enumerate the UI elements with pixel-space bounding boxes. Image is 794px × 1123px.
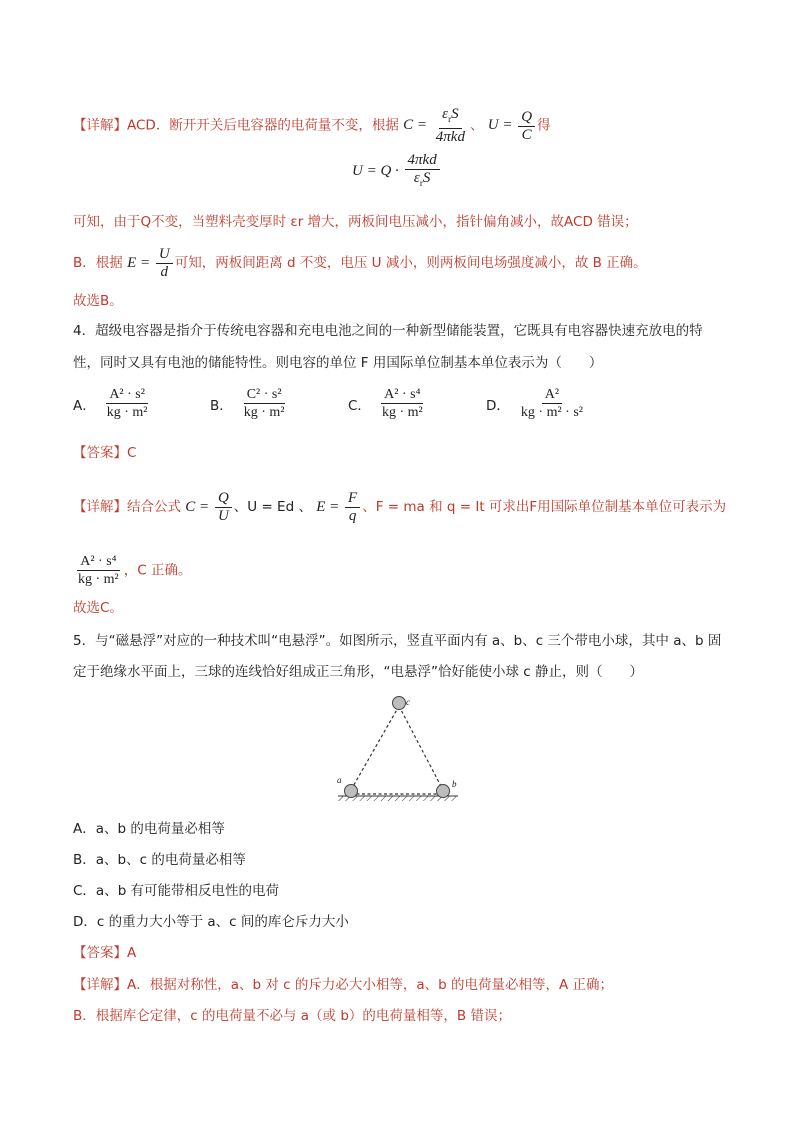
q4-detail-a: 结合公式	[127, 498, 181, 515]
formula-e-f-over-q: E = $\frac{F}{q}$	[316, 499, 362, 515]
q5-answer	[73, 944, 136, 962]
q5-detail-line1	[73, 976, 613, 994]
option-den: kg · m²	[106, 405, 148, 420]
answer-value: A	[127, 945, 137, 961]
option-label: B．	[210, 397, 233, 414]
q4-stem-line2: 性，同时又具有电池的储能特性。则电容的单位 F 用国际单位制基本单位表示为（ ）	[73, 355, 603, 371]
q4-option-c[interactable]	[348, 386, 428, 421]
q4-result-fraction	[75, 553, 122, 588]
label-c: c	[406, 697, 410, 707]
q5-option-b[interactable]: B．a、b、c 的电荷量必相等	[73, 852, 246, 868]
q5-detail-line2: B．根据库仑定律，c 的电荷量不必与 a（或 b）的电荷量相等，B 错误；	[73, 1008, 511, 1024]
option-label: C．	[348, 397, 371, 414]
q4-detail	[73, 490, 726, 525]
q3-detail-sep: 、	[469, 117, 484, 134]
option-label: A．	[73, 397, 96, 414]
q3-detail-line3-a: B．根据	[73, 254, 123, 271]
q5-option-d[interactable]: D．c 的重力大小等于 a、c 间的库仑斥力大小	[73, 914, 349, 930]
q3-detail-line3	[73, 246, 647, 281]
q4-result	[73, 553, 191, 588]
line-c-a	[351, 706, 399, 790]
q4-option-a[interactable]	[73, 386, 153, 421]
answer-value: C	[127, 445, 137, 461]
line-c-b	[399, 706, 443, 790]
detail-tag: 【详解】	[73, 498, 127, 515]
q5-option-a[interactable]: A．a、b 的电荷量必相等	[73, 821, 225, 837]
q4-detail-b: 、U = Ed 、	[233, 498, 312, 515]
q4-result-tail: ，C 正确。	[123, 562, 192, 579]
q5-stem-line1: 5．与“磁悬浮”对应的一种技术叫“电悬浮”。如图所示，竖直平面内有 a、b、c 三个带电小球，其中 a、b 固	[73, 633, 722, 649]
answer-tag: 【答案】	[73, 945, 127, 961]
option-den: kg · m²	[243, 405, 285, 420]
q3-detail-tail: 得	[537, 117, 551, 134]
q3-detail-line3-b: 可知，两板间距离 d 不变，电压 U 减小，则两板间电场强度减小，故 B 正确。	[174, 254, 647, 271]
option-num: A²	[542, 386, 562, 404]
option-num: A² · s²	[106, 386, 148, 404]
option-label: D．	[486, 397, 510, 414]
q3-detail-lead: ACD．断开开关后电容器的电荷量不变，根据	[127, 117, 399, 134]
option-num: A² · s⁴	[381, 386, 423, 404]
q5-option-c[interactable]: C．a、b 有可能带相反电性的电荷	[73, 883, 280, 899]
q4-option-d[interactable]	[486, 386, 588, 421]
q5-detail-text1: A．根据对称性，a、b 对 c 的斥力必大小相等，a、b 的电荷量必相等，A 正确；	[127, 977, 614, 993]
formula-u-def: U = $\frac{Q}{C}$	[488, 117, 537, 133]
q5-stem-line2: 定于绝缘水平面上，三球的连线恰好组成正三角形，“电悬浮”恰好能使小球 c 静止，则（ ）	[73, 664, 643, 680]
q4-answer	[73, 444, 136, 462]
result-num: A² · s⁴	[77, 553, 119, 571]
q4-detail-c: 、F = ma 和 q = It 可求出F用国际单位制基本单位可表示为	[362, 498, 727, 515]
formula-e-def: E = $\frac{U}{d}$	[127, 255, 175, 271]
q4-stem-line1: 4．超级电容器是指介于传统电容器和充电电池之间的一种新型储能装置，它既具有电容器快速充放电的特	[73, 323, 703, 339]
option-den: kg · m²	[381, 405, 423, 420]
ball-a	[345, 785, 358, 798]
triangle-diagram	[334, 692, 474, 804]
label-b: b	[452, 779, 457, 789]
label-a: a	[337, 775, 342, 785]
detail-tag: 【详解】	[73, 977, 127, 993]
answer-tag: 【答案】	[73, 445, 127, 461]
option-num: C² · s²	[244, 386, 285, 404]
q5-triangle-figure	[334, 692, 474, 804]
ball-b	[437, 785, 450, 798]
formula-c-def: C = $\frac{\varepsilon_rS}{\text{4πkd}}$	[403, 106, 465, 145]
q3-detail-line1	[73, 106, 551, 146]
q4-conclusion: 故选C。	[73, 600, 123, 616]
q4-option-b[interactable]	[210, 386, 290, 421]
option-den: kg · m² · s²	[520, 405, 583, 420]
result-den: kg · m²	[78, 572, 119, 587]
ball-c	[393, 697, 406, 710]
formula-c-q-over-u: C = $\frac{Q}{U}$	[185, 499, 233, 515]
q3-detail-line2: 可知，由于Q不变，当塑料壳变厚时 εr 增大，两板间电压减小，指针偏角减小，故ACD 错误；	[73, 214, 638, 230]
detail-tag: 【详解】	[73, 117, 127, 134]
formula-u-expanded: U = Q · $\frac{\text{4πkd}}{\varepsilon_rS}$	[352, 152, 442, 192]
q3-conclusion: 故选B。	[73, 293, 123, 309]
